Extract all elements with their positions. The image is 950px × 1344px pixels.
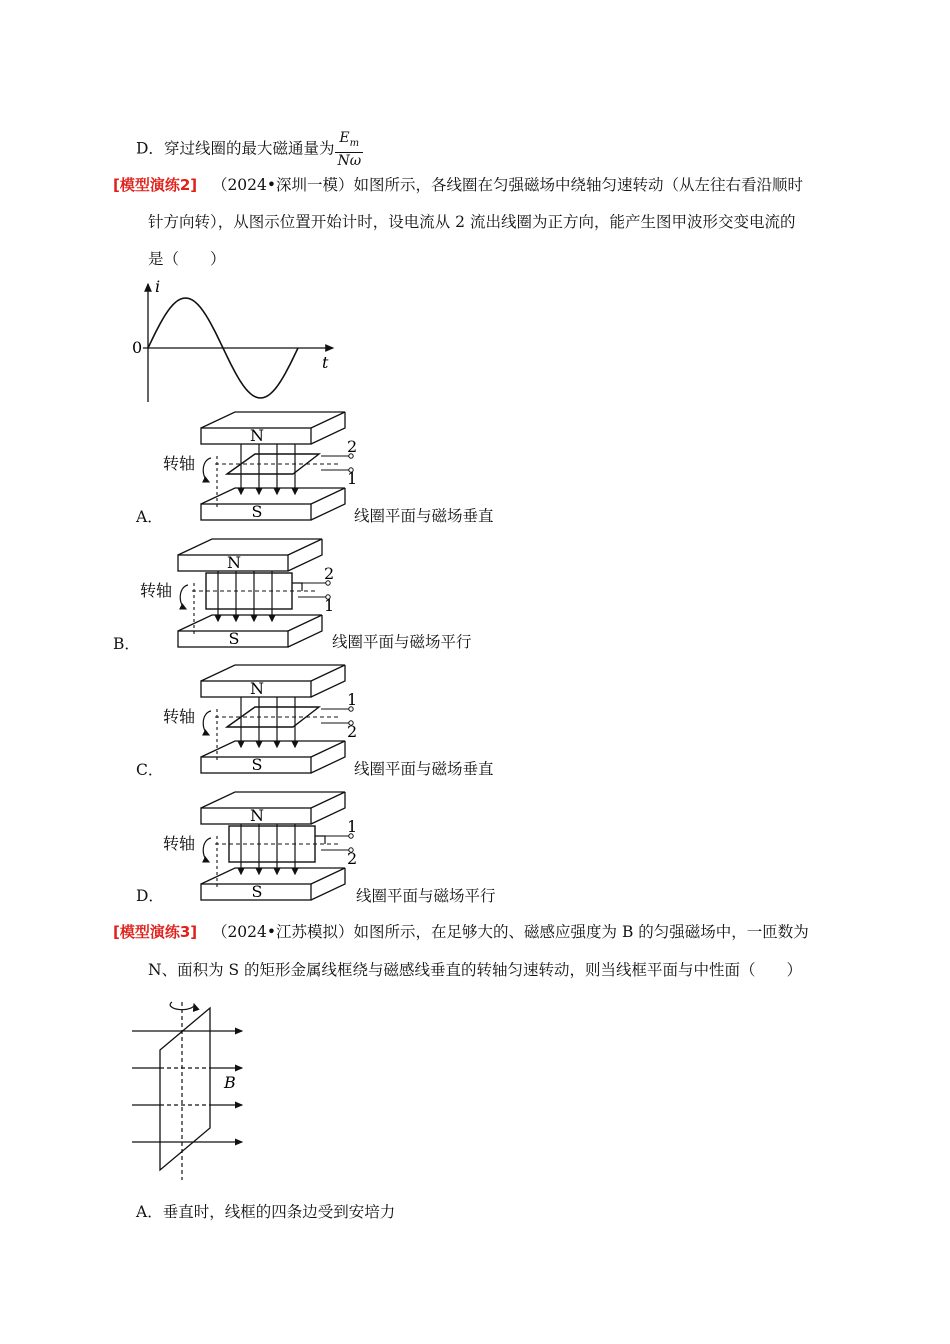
i-axis-label: i: [155, 277, 161, 296]
axis-label: 转轴: [163, 454, 196, 473]
axis-label: 转轴: [163, 834, 196, 853]
option-text: 垂直时，线框的四条边受到安培力: [162, 1203, 396, 1221]
b-label: B: [224, 1073, 236, 1092]
frac-denominator: Nω: [337, 152, 362, 169]
q3-line2: N、面积为 S 的矩形金属线框绕与磁感线垂直的转轴匀速转动，则当线框平面与中性面（ ）: [148, 961, 803, 979]
pole-s-label: S: [251, 882, 263, 901]
q3-tag: [模型演练3]: [113, 923, 198, 941]
q2-line3: 是（ ）: [148, 250, 226, 268]
pole-s-label: S: [251, 502, 263, 521]
q3-text-1: （2024•江苏模拟）如图所示，在足够大的、磁感应强度为 B 的匀强磁场中，一匝数为: [211, 923, 809, 941]
option-a-letter: A．: [136, 508, 163, 526]
origin-label: 0: [132, 338, 143, 357]
frac-numerator: E: [339, 130, 350, 146]
q2-line2: 针方向转），从图示位置开始计时，设电流从 2 流出线圈为正方向，能产生图甲波形交变电流的: [148, 213, 796, 231]
option-letter: D．: [136, 139, 164, 158]
option-d-caption: 线圈平面与磁场平行: [356, 887, 496, 905]
option-d-letter: D．: [136, 887, 164, 905]
pole-n-label: N: [250, 426, 264, 445]
terminal-bottom-label: 1: [324, 596, 335, 615]
pole-s-label: S: [251, 755, 263, 774]
terminal-bottom-label: 1: [347, 469, 358, 488]
q3-option-a: [136, 1202, 395, 1222]
frac-numerator-sub: m: [349, 137, 360, 149]
rect-frame: [160, 1008, 210, 1170]
option-c-caption: 线圈平面与磁场垂直: [354, 760, 494, 778]
terminal-bottom-label: 2: [347, 722, 358, 741]
q2-text-1: （2024•深圳一模）如图所示，各线圈在匀强磁场中绕轴匀速转动（从左往右看沿顺时: [211, 176, 804, 194]
option-text: 穿过线圈的最大磁通量为: [163, 139, 335, 158]
option-c-letter: C．: [136, 761, 164, 779]
option-b-letter: B．: [113, 635, 140, 653]
pole-s-label: S: [228, 629, 240, 648]
axis-label: 转轴: [163, 707, 196, 726]
q2-tag: [模型演练2]: [113, 176, 198, 194]
pole-n-label: N: [250, 806, 264, 825]
option-b-caption: 线圈平面与磁场平行: [332, 633, 472, 651]
t-axis-label: t: [322, 353, 329, 372]
terminal-top-label: 2: [324, 564, 335, 583]
terminal-top-label: 1: [347, 690, 358, 709]
pole-n-label: N: [227, 553, 241, 572]
terminal-top-label: 1: [347, 817, 358, 836]
terminal-bottom-label: 2: [347, 849, 358, 868]
terminal-top-label: 2: [347, 437, 358, 456]
pole-n-label: N: [250, 679, 264, 698]
option-a-caption: 线圈平面与磁场垂直: [354, 507, 494, 525]
option-letter: A．: [136, 1203, 163, 1221]
axis-label: 转轴: [140, 581, 173, 600]
